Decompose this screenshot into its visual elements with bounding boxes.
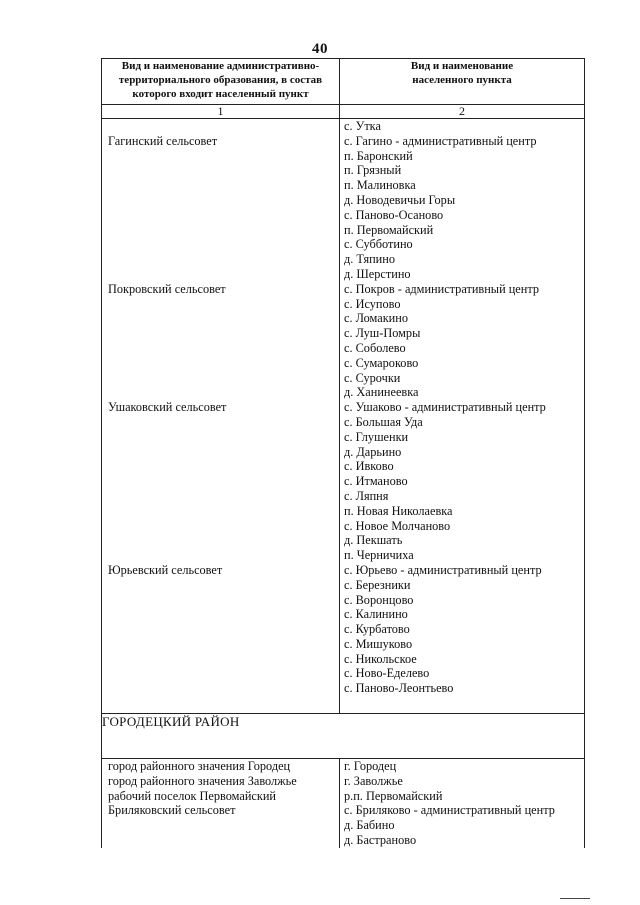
- admin-unit-cell: Гагинский сельсовет: [108, 133, 218, 148]
- column-number-2: 2: [340, 105, 585, 119]
- settlement-column: [340, 119, 585, 697]
- settlement-cell: д. Ханинеевка: [344, 385, 419, 400]
- admin-unit-cell: [102, 430, 339, 445]
- admin-unit-cell: [102, 504, 339, 519]
- settlement-cell: с. Исупово: [344, 296, 401, 311]
- settlement-cell: с. Ляпня: [344, 488, 389, 503]
- header-col2-line: Вид и наименование: [410, 60, 514, 72]
- settlement-cell: с. Юрьево - административный центр: [344, 562, 542, 577]
- settlement-cell: д. Дарьино: [344, 444, 402, 459]
- page-number: 40: [312, 41, 328, 57]
- admin-unit-cell: [102, 607, 339, 622]
- settlement-cell: р.п. Первомайский: [344, 788, 443, 803]
- admin-unit-cell: рабочий поселок Первомайский: [108, 788, 277, 803]
- settlement-cell: с. Покров - административный центр: [344, 281, 540, 296]
- section-body-2: [102, 759, 585, 848]
- admin-unit-cell: [102, 578, 339, 593]
- admin-unit-cell: [102, 593, 339, 608]
- settlement-cell: г. Заволжье: [344, 773, 403, 788]
- admin-unit-cell: [102, 385, 339, 400]
- settlement-cell: с. Соболево: [344, 340, 406, 355]
- settlements-table: [101, 58, 585, 848]
- settlements-table-container: [101, 58, 584, 848]
- settlement-cell: с. Ново-Еделево: [344, 666, 430, 681]
- admin-unit-cell: [102, 356, 339, 371]
- settlement-cell: с. Новое Молчаново: [344, 518, 451, 533]
- settlement-cell: д. Тяпино: [344, 252, 395, 267]
- spacer-cell: [102, 696, 340, 714]
- admin-unit-cell: [102, 237, 339, 252]
- admin-unit-cell: город районного значения Заволжье: [108, 773, 297, 788]
- admin-unit-cell: [102, 533, 339, 548]
- settlement-cell: с. Луш-Помры: [344, 326, 421, 341]
- admin-unit-cell: [102, 163, 339, 178]
- header-col1-line: Вид и наименование административно-: [121, 60, 320, 72]
- admin-unit-cell: [102, 666, 339, 681]
- column-number-1: 1: [102, 105, 340, 119]
- admin-unit-cell: Покровский сельсовет: [108, 281, 226, 296]
- header-col2: [340, 59, 585, 105]
- admin-unit-cell: город районного значения Городец: [108, 759, 291, 774]
- settlement-cell: г. Городец: [344, 759, 397, 774]
- settlement-cell: д. Бастраново: [344, 833, 417, 848]
- admin-unit-cell: [102, 297, 339, 312]
- admin-unit-cell: [102, 415, 339, 430]
- admin-unit-cell: [102, 208, 339, 223]
- admin-unit-cell: Юрьевский сельсовет: [108, 562, 223, 577]
- settlement-cell: д. Бабино: [344, 818, 395, 833]
- section-body-1: [102, 119, 585, 697]
- spacer-cell: [340, 696, 585, 714]
- settlement-cell: с. Паново-Осаново: [344, 207, 444, 222]
- admin-unit-cell: [102, 622, 339, 637]
- admin-unit-cell: [102, 149, 339, 164]
- header-col1: [102, 59, 340, 105]
- admin-unit-cell: [102, 223, 339, 238]
- settlement-cell: с. Большая Уда: [344, 414, 423, 429]
- table-header-row: [102, 59, 585, 105]
- settlement-cell: с. Березники: [344, 577, 411, 592]
- admin-unit-cell: [102, 326, 339, 341]
- settlement-cell: с. Ивково: [344, 459, 394, 474]
- admin-unit-cell: [102, 474, 339, 489]
- settlement-cell: с. Утка: [344, 119, 381, 133]
- admin-unit-cell: [102, 371, 339, 386]
- admin-unit-cell: [102, 519, 339, 534]
- admin-unit-cell: [102, 652, 339, 667]
- settlement-column: [340, 759, 585, 848]
- settlement-cell: с. Мишуково: [344, 636, 413, 651]
- settlement-cell: д. Новодевичьи Горы: [344, 192, 456, 207]
- settlement-cell: с. Паново-Леонтьево: [344, 681, 454, 696]
- admin-unit-cell: [102, 252, 339, 267]
- admin-unit-column: [102, 119, 340, 697]
- district-row: [102, 714, 585, 759]
- admin-unit-cell: [102, 489, 339, 504]
- settlement-cell: п. Черничиха: [344, 548, 414, 563]
- settlement-cell: с. Сурочки: [344, 370, 401, 385]
- settlement-cell: с. Субботино: [344, 237, 413, 252]
- settlement-cell: п. Малиновка: [344, 178, 416, 193]
- settlement-cell: с. Калинино: [344, 607, 408, 622]
- admin-unit-cell: [102, 818, 339, 833]
- settlement-cell: с. Воронцово: [344, 592, 414, 607]
- settlement-cell: с. Ушаково - административный центр: [344, 400, 546, 415]
- admin-unit-cell: [102, 341, 339, 356]
- header-col1-line: которого входит населенный пункт: [132, 88, 309, 100]
- admin-unit-cell: [102, 119, 339, 134]
- settlement-cell: с. Курбатово: [344, 622, 410, 637]
- settlement-cell: п. Грязный: [344, 163, 402, 178]
- admin-unit-cell: [102, 681, 339, 696]
- admin-unit-cell: [102, 833, 339, 848]
- column-number-row: [102, 105, 585, 119]
- district-title: ГОРОДЕЦКИЙ РАЙОН: [102, 714, 585, 759]
- settlement-cell: с. Глушенки: [344, 429, 409, 444]
- admin-unit-cell: [102, 637, 339, 652]
- settlement-cell: с. Ломакино: [344, 311, 408, 326]
- settlement-cell: п. Новая Николаевка: [344, 503, 453, 518]
- admin-unit-cell: [102, 459, 339, 474]
- admin-unit-cell: Ушаковский сельсовет: [108, 400, 227, 415]
- spacer-row: [102, 696, 585, 714]
- settlement-cell: с. Никольское: [344, 651, 417, 666]
- settlement-cell: с. Итманово: [344, 474, 408, 489]
- settlement-cell: с. Гагино - административный центр: [344, 133, 537, 148]
- header-col1-line: территориального образования, в состав: [118, 74, 323, 86]
- admin-unit-cell: Бриляковский сельсовет: [108, 803, 236, 818]
- settlement-cell: п. Первомайский: [344, 222, 434, 237]
- header-col2-line: населенного пункта: [412, 74, 512, 86]
- admin-unit-cell: [102, 445, 339, 460]
- admin-unit-cell: [102, 311, 339, 326]
- admin-unit-cell: [102, 193, 339, 208]
- admin-unit-cell: [102, 178, 339, 193]
- admin-unit-cell: [102, 267, 339, 282]
- settlement-cell: д. Пекшать: [344, 533, 403, 548]
- settlement-cell: с. Бриляково - административный центр: [344, 803, 555, 818]
- scan-artifact: [560, 898, 590, 899]
- settlement-cell: п. Баронский: [344, 148, 413, 163]
- settlement-cell: с. Сумароково: [344, 355, 419, 370]
- settlement-cell: д. Шерстино: [344, 266, 411, 281]
- admin-unit-column: [102, 759, 340, 848]
- admin-unit-cell: [102, 548, 339, 563]
